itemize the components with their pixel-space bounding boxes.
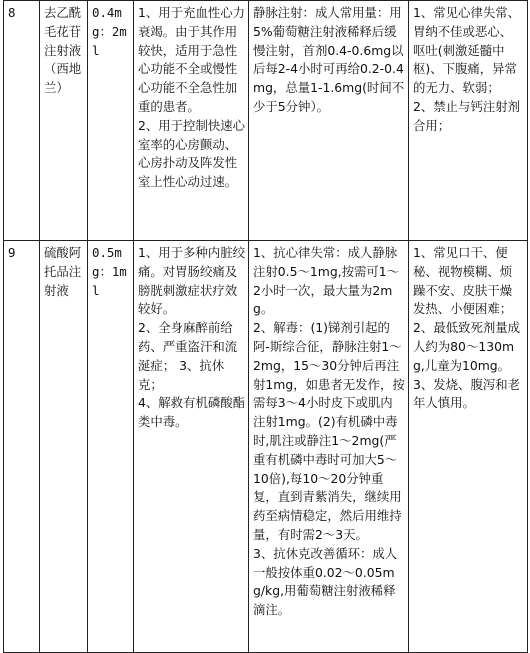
indications-cell [134, 1, 249, 241]
usage-cell [249, 1, 409, 241]
adverse-item: 1、常见心律失常、胃纳不佳或恶心、呕吐(刺激延髓中枢)、下腹痛，异常的无力、软弱； [413, 5, 521, 96]
usage-cell [249, 241, 409, 653]
indication-item: 1、用于充血性心力衰竭。由于其作用较快，适用于急性心功能不全或慢性心功能不全急性加重的患者。 [138, 5, 246, 114]
drug-dose: 0.4mg：2ml [88, 1, 134, 241]
indications-cell [134, 241, 249, 653]
usage-item: 1、抗心律失常：成人静脉注射0.5～1mg,按需可1～2小时一次，最大量为2mg。 [253, 245, 400, 317]
drug-dose: 0.5mg：1ml [88, 241, 134, 653]
indication-item: 2、全身麻醉前给药、严重盗汗和流涎症； 3、抗休克； [138, 320, 238, 392]
row-number: 9 [4, 241, 40, 653]
indication-item: 1、用于多种内脏绞痛。对胃肠绞痛及膀胱刺激症状疗效较好。 [138, 245, 246, 317]
row-number: 8 [4, 1, 40, 241]
adverse-item: 3、发烧、腹泻和老年人慎用。 [413, 376, 521, 411]
adverse-item: 2、最低致死剂量成人约为80～130mg,儿童为10mg。 [413, 320, 521, 373]
table-row [4, 1, 528, 241]
adverse-item: 2、禁止与钙注射剂合用； [413, 98, 521, 133]
drug-table [3, 0, 528, 653]
drug-name: 硫酸阿托品注射液 [40, 241, 88, 653]
usage-item: 2、解毒：(1)锑剂引起的阿-斯综合征，静脉注射1～2mg，15～30分钟后再注射1mg，如患者无发作，按需每3～4小时皮下或肌内注射1mg。(2)有机磷中毒时,肌注或静注1～2mg(严重有机磷中毒时可加大5～10倍),每10～20分钟重复，直到青紫消失，继续用药至病情稳定，然后用维持量，有时需2～3天。 [253, 320, 405, 542]
usage-item: 3、抗休克改善循环：成人一般按体重0.02～0.05mg/kg,用葡萄糖注射液稀释滴注。 [253, 545, 398, 618]
drug-name: 去乙酰毛花苷注射液（西地兰） [40, 1, 88, 241]
usage-item: 静脉注射：成人常用量：用5%葡萄糖注射液稀释后缓慢注射，首剂0.4-0.6mg以后每2-4小时可再给0.2-0.4mg，总量1-1.6mg(时间不少于5分钟）。 [253, 5, 405, 114]
adverse-cell [409, 241, 528, 653]
table-row [4, 241, 528, 653]
indication-item: 2、用于控制快速心室率的心房颤动、心房扑动及阵发性室上性心动过速。 [138, 117, 246, 190]
adverse-cell [409, 1, 528, 241]
indication-item: 4、解救有机磷酸酯类中毒。 [138, 395, 246, 430]
adverse-item: 1、常见口干、便秘、视物模糊、烦躁不安、皮肤干燥发热、小便困难； [413, 245, 513, 317]
